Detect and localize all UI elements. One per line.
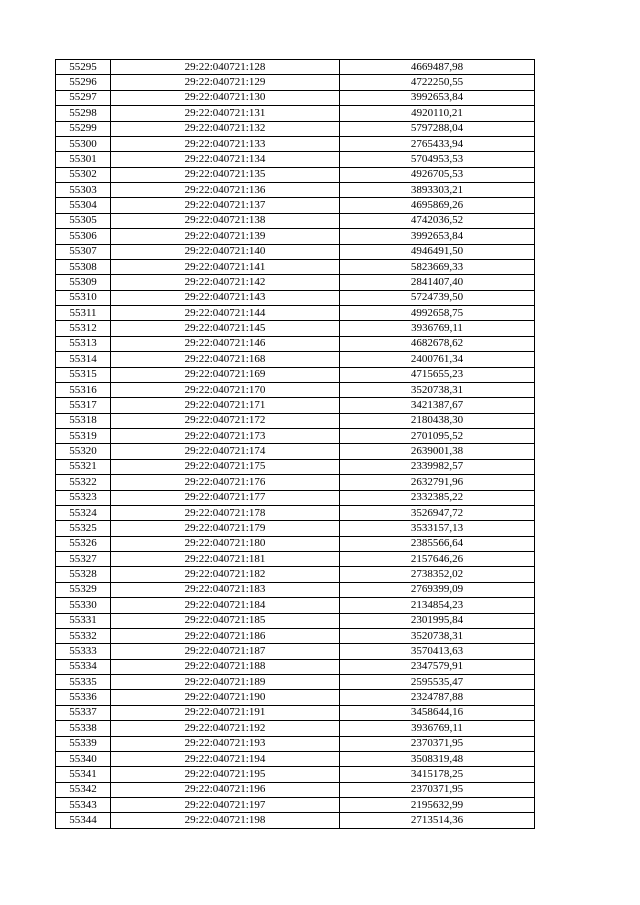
table-row: [56, 167, 535, 182]
row-number-cell: 55312: [56, 321, 111, 336]
cadastral-value-cell: 2400761,34: [340, 352, 535, 367]
cadastral-number-cell: 29:22:040721:185: [111, 613, 340, 628]
cadastral-number-cell: 29:22:040721:169: [111, 367, 340, 382]
row-number-cell: 55339: [56, 736, 111, 751]
cadastral-value-cell: 2180438,30: [340, 413, 535, 428]
table-row: [56, 444, 535, 459]
row-number-cell: 55324: [56, 505, 111, 520]
cadastral-number-cell: 29:22:040721:140: [111, 244, 340, 259]
cadastral-number-cell: 29:22:040721:145: [111, 321, 340, 336]
row-number-cell: 55335: [56, 675, 111, 690]
row-number-cell: 55308: [56, 259, 111, 274]
table-row: [56, 736, 535, 751]
cadastral-value-cell: 3936769,11: [340, 321, 535, 336]
row-number-cell: 55318: [56, 413, 111, 428]
cadastral-value-cell: 4992658,75: [340, 306, 535, 321]
cadastral-value-cell: 2324787,88: [340, 690, 535, 705]
cadastral-number-cell: 29:22:040721:137: [111, 198, 340, 213]
cadastral-value-cell: 2765433,94: [340, 136, 535, 151]
row-number-cell: 55310: [56, 290, 111, 305]
cadastral-value-cell: 3458644,16: [340, 705, 535, 720]
cadastral-value-cell: 2347579,91: [340, 659, 535, 674]
row-number-cell: 55328: [56, 567, 111, 582]
table-row: [56, 183, 535, 198]
row-number-cell: 55299: [56, 121, 111, 136]
cadastral-number-cell: 29:22:040721:188: [111, 659, 340, 674]
table-row: [56, 552, 535, 567]
cadastral-number-cell: 29:22:040721:191: [111, 705, 340, 720]
cadastral-value-cell: 5823669,33: [340, 259, 535, 274]
cadastral-number-cell: 29:22:040721:192: [111, 721, 340, 736]
cadastral-value-cell: 3533157,13: [340, 521, 535, 536]
table-row: [56, 275, 535, 290]
row-number-cell: 55302: [56, 167, 111, 182]
row-number-cell: 55340: [56, 751, 111, 766]
row-number-cell: 55315: [56, 367, 111, 382]
table-row: [56, 367, 535, 382]
row-number-cell: 55300: [56, 136, 111, 151]
table-row: [56, 475, 535, 490]
cadastral-number-cell: 29:22:040721:171: [111, 398, 340, 413]
table-row: [56, 336, 535, 351]
cadastral-number-cell: 29:22:040721:144: [111, 306, 340, 321]
row-number-cell: 55341: [56, 767, 111, 782]
cadastral-number-cell: 29:22:040721:168: [111, 352, 340, 367]
cadastral-value-cell: 5704953,53: [340, 152, 535, 167]
row-number-cell: 55303: [56, 183, 111, 198]
cadastral-number-cell: 29:22:040721:183: [111, 582, 340, 597]
cadastral-number-cell: 29:22:040721:197: [111, 798, 340, 813]
row-number-cell: 55311: [56, 306, 111, 321]
cadastral-number-cell: 29:22:040721:135: [111, 167, 340, 182]
cadastral-number-cell: 29:22:040721:176: [111, 475, 340, 490]
table-row: [56, 398, 535, 413]
table-row: [56, 352, 535, 367]
cadastral-number-cell: 29:22:040721:131: [111, 106, 340, 121]
cadastral-number-cell: 29:22:040721:190: [111, 690, 340, 705]
row-number-cell: 55323: [56, 490, 111, 505]
table-row: [56, 721, 535, 736]
cadastral-value-cell: 2195632,99: [340, 798, 535, 813]
cadastral-number-cell: 29:22:040721:198: [111, 813, 340, 828]
cadastral-number-cell: 29:22:040721:170: [111, 382, 340, 397]
table-row: [56, 675, 535, 690]
table-row: [56, 229, 535, 244]
table-row: [56, 490, 535, 505]
table-row: [56, 644, 535, 659]
cadastral-value-cell: 3526947,72: [340, 505, 535, 520]
cadastral-value-cell: 4722250,55: [340, 75, 535, 90]
cadastral-number-cell: 29:22:040721:128: [111, 60, 340, 75]
cadastral-number-cell: 29:22:040721:129: [111, 75, 340, 90]
row-number-cell: 55306: [56, 229, 111, 244]
row-number-cell: 55338: [56, 721, 111, 736]
cadastral-value-cell: 4695869,26: [340, 198, 535, 213]
cadastral-value-cell: 3992653,84: [340, 229, 535, 244]
cadastral-value-cell: 3893303,21: [340, 183, 535, 198]
row-number-cell: 55332: [56, 628, 111, 643]
cadastral-number-cell: 29:22:040721:196: [111, 782, 340, 797]
row-number-cell: 55326: [56, 536, 111, 551]
table-row: [56, 382, 535, 397]
table-row: [56, 659, 535, 674]
row-number-cell: 55298: [56, 106, 111, 121]
row-number-cell: 55314: [56, 352, 111, 367]
table-row: [56, 536, 535, 551]
cadastral-value-cell: 2769399,09: [340, 582, 535, 597]
table-row: [56, 213, 535, 228]
cadastral-number-cell: 29:22:040721:195: [111, 767, 340, 782]
table-row: [56, 505, 535, 520]
table-row: [56, 628, 535, 643]
table-row: [56, 813, 535, 828]
cadastral-value-cell: 2157646,26: [340, 552, 535, 567]
row-number-cell: 55330: [56, 598, 111, 613]
row-number-cell: 55322: [56, 475, 111, 490]
cadastral-number-cell: 29:22:040721:142: [111, 275, 340, 290]
cadastral-value-cell: 3415178,25: [340, 767, 535, 782]
cadastral-value-cell: 4946491,50: [340, 244, 535, 259]
table-row: [56, 259, 535, 274]
row-number-cell: 55344: [56, 813, 111, 828]
cadastral-value-cell: 4742036,52: [340, 213, 535, 228]
row-number-cell: 55343: [56, 798, 111, 813]
cadastral-number-cell: 29:22:040721:180: [111, 536, 340, 551]
cadastral-number-cell: 29:22:040721:179: [111, 521, 340, 536]
cadastral-number-cell: 29:22:040721:174: [111, 444, 340, 459]
cadastral-value-cell: 3936769,11: [340, 721, 535, 736]
cadastral-value-cell: 3421387,67: [340, 398, 535, 413]
table-row: [56, 152, 535, 167]
row-number-cell: 55319: [56, 429, 111, 444]
table-row: [56, 106, 535, 121]
table-row: [56, 798, 535, 813]
row-number-cell: 55331: [56, 613, 111, 628]
cadastral-value-cell: 3520738,31: [340, 628, 535, 643]
table-row: [56, 321, 535, 336]
cadastral-value-cell: 2632791,96: [340, 475, 535, 490]
table-row: [56, 767, 535, 782]
table-row: [56, 121, 535, 136]
cadastral-number-cell: 29:22:040721:138: [111, 213, 340, 228]
table-row: [56, 136, 535, 151]
table-row: [56, 306, 535, 321]
row-number-cell: 55336: [56, 690, 111, 705]
row-number-cell: 55317: [56, 398, 111, 413]
cadastral-value-cell: 5724739,50: [340, 290, 535, 305]
cadastral-number-cell: 29:22:040721:146: [111, 336, 340, 351]
row-number-cell: 55337: [56, 705, 111, 720]
cadastral-number-cell: 29:22:040721:130: [111, 90, 340, 105]
cadastral-number-cell: 29:22:040721:189: [111, 675, 340, 690]
cadastral-number-cell: 29:22:040721:186: [111, 628, 340, 643]
cadastral-value-cell: 2339982,57: [340, 459, 535, 474]
row-number-cell: 55305: [56, 213, 111, 228]
table-row: [56, 782, 535, 797]
row-number-cell: 55321: [56, 459, 111, 474]
table-row: [56, 521, 535, 536]
row-number-cell: 55316: [56, 382, 111, 397]
table-row: [56, 75, 535, 90]
row-number-cell: 55295: [56, 60, 111, 75]
row-number-cell: 55320: [56, 444, 111, 459]
table-row: [56, 60, 535, 75]
cadastral-value-cell: 2134854,23: [340, 598, 535, 613]
cadastral-number-cell: 29:22:040721:132: [111, 121, 340, 136]
row-number-cell: 55301: [56, 152, 111, 167]
table-row: [56, 429, 535, 444]
table-row: [56, 751, 535, 766]
cadastral-value-cell: 4715655,23: [340, 367, 535, 382]
table-row: [56, 582, 535, 597]
cadastral-number-cell: 29:22:040721:143: [111, 290, 340, 305]
row-number-cell: 55296: [56, 75, 111, 90]
row-number-cell: 55333: [56, 644, 111, 659]
cadastral-number-cell: 29:22:040721:141: [111, 259, 340, 274]
table-row: [56, 705, 535, 720]
cadastral-value-cell: 4926705,53: [340, 167, 535, 182]
cadastral-value-cell: 3992653,84: [340, 90, 535, 105]
cadastral-number-cell: 29:22:040721:194: [111, 751, 340, 766]
cadastral-value-cell: 2332385,22: [340, 490, 535, 505]
cadastral-value-cell: 2370371,95: [340, 782, 535, 797]
cadastral-number-cell: 29:22:040721:193: [111, 736, 340, 751]
cadastral-number-cell: 29:22:040721:173: [111, 429, 340, 444]
table-row: [56, 567, 535, 582]
table-row: [56, 244, 535, 259]
cadastral-value-cell: 2738352,02: [340, 567, 535, 582]
cadastral-number-cell: 29:22:040721:177: [111, 490, 340, 505]
cadastral-value-cell: 2701095,52: [340, 429, 535, 444]
row-number-cell: 55327: [56, 552, 111, 567]
cadastral-number-cell: 29:22:040721:181: [111, 552, 340, 567]
cadastral-number-cell: 29:22:040721:172: [111, 413, 340, 428]
cadastral-value-table: [55, 59, 535, 829]
table-row: [56, 198, 535, 213]
cadastral-value-cell: 2301995,84: [340, 613, 535, 628]
table-row: [56, 90, 535, 105]
table-row: [56, 613, 535, 628]
cadastral-value-cell: 3508319,48: [340, 751, 535, 766]
cadastral-value-cell: 4669487,98: [340, 60, 535, 75]
table-row: [56, 459, 535, 474]
cadastral-number-cell: 29:22:040721:182: [111, 567, 340, 582]
table-body: [56, 60, 535, 829]
cadastral-value-cell: 3570413,63: [340, 644, 535, 659]
cadastral-value-cell: 3520738,31: [340, 382, 535, 397]
table-row: [56, 690, 535, 705]
row-number-cell: 55297: [56, 90, 111, 105]
cadastral-value-cell: 4920110,21: [340, 106, 535, 121]
row-number-cell: 55325: [56, 521, 111, 536]
cadastral-number-cell: 29:22:040721:139: [111, 229, 340, 244]
row-number-cell: 55329: [56, 582, 111, 597]
cadastral-value-cell: 2595535,47: [340, 675, 535, 690]
cadastral-number-cell: 29:22:040721:178: [111, 505, 340, 520]
row-number-cell: 55342: [56, 782, 111, 797]
cadastral-number-cell: 29:22:040721:136: [111, 183, 340, 198]
table-row: [56, 413, 535, 428]
cadastral-value-cell: 2385566,64: [340, 536, 535, 551]
cadastral-number-cell: 29:22:040721:184: [111, 598, 340, 613]
cadastral-value-cell: 2370371,95: [340, 736, 535, 751]
row-number-cell: 55334: [56, 659, 111, 674]
cadastral-value-cell: 4682678,62: [340, 336, 535, 351]
cadastral-number-cell: 29:22:040721:133: [111, 136, 340, 151]
cadastral-number-cell: 29:22:040721:187: [111, 644, 340, 659]
cadastral-value-cell: 2639001,38: [340, 444, 535, 459]
row-number-cell: 55313: [56, 336, 111, 351]
table-row: [56, 598, 535, 613]
cadastral-value-cell: 5797288,04: [340, 121, 535, 136]
row-number-cell: 55309: [56, 275, 111, 290]
cadastral-number-cell: 29:22:040721:175: [111, 459, 340, 474]
table-row: [56, 290, 535, 305]
row-number-cell: 55304: [56, 198, 111, 213]
cadastral-value-cell: 2713514,36: [340, 813, 535, 828]
cadastral-value-cell: 2841407,40: [340, 275, 535, 290]
row-number-cell: 55307: [56, 244, 111, 259]
cadastral-number-cell: 29:22:040721:134: [111, 152, 340, 167]
